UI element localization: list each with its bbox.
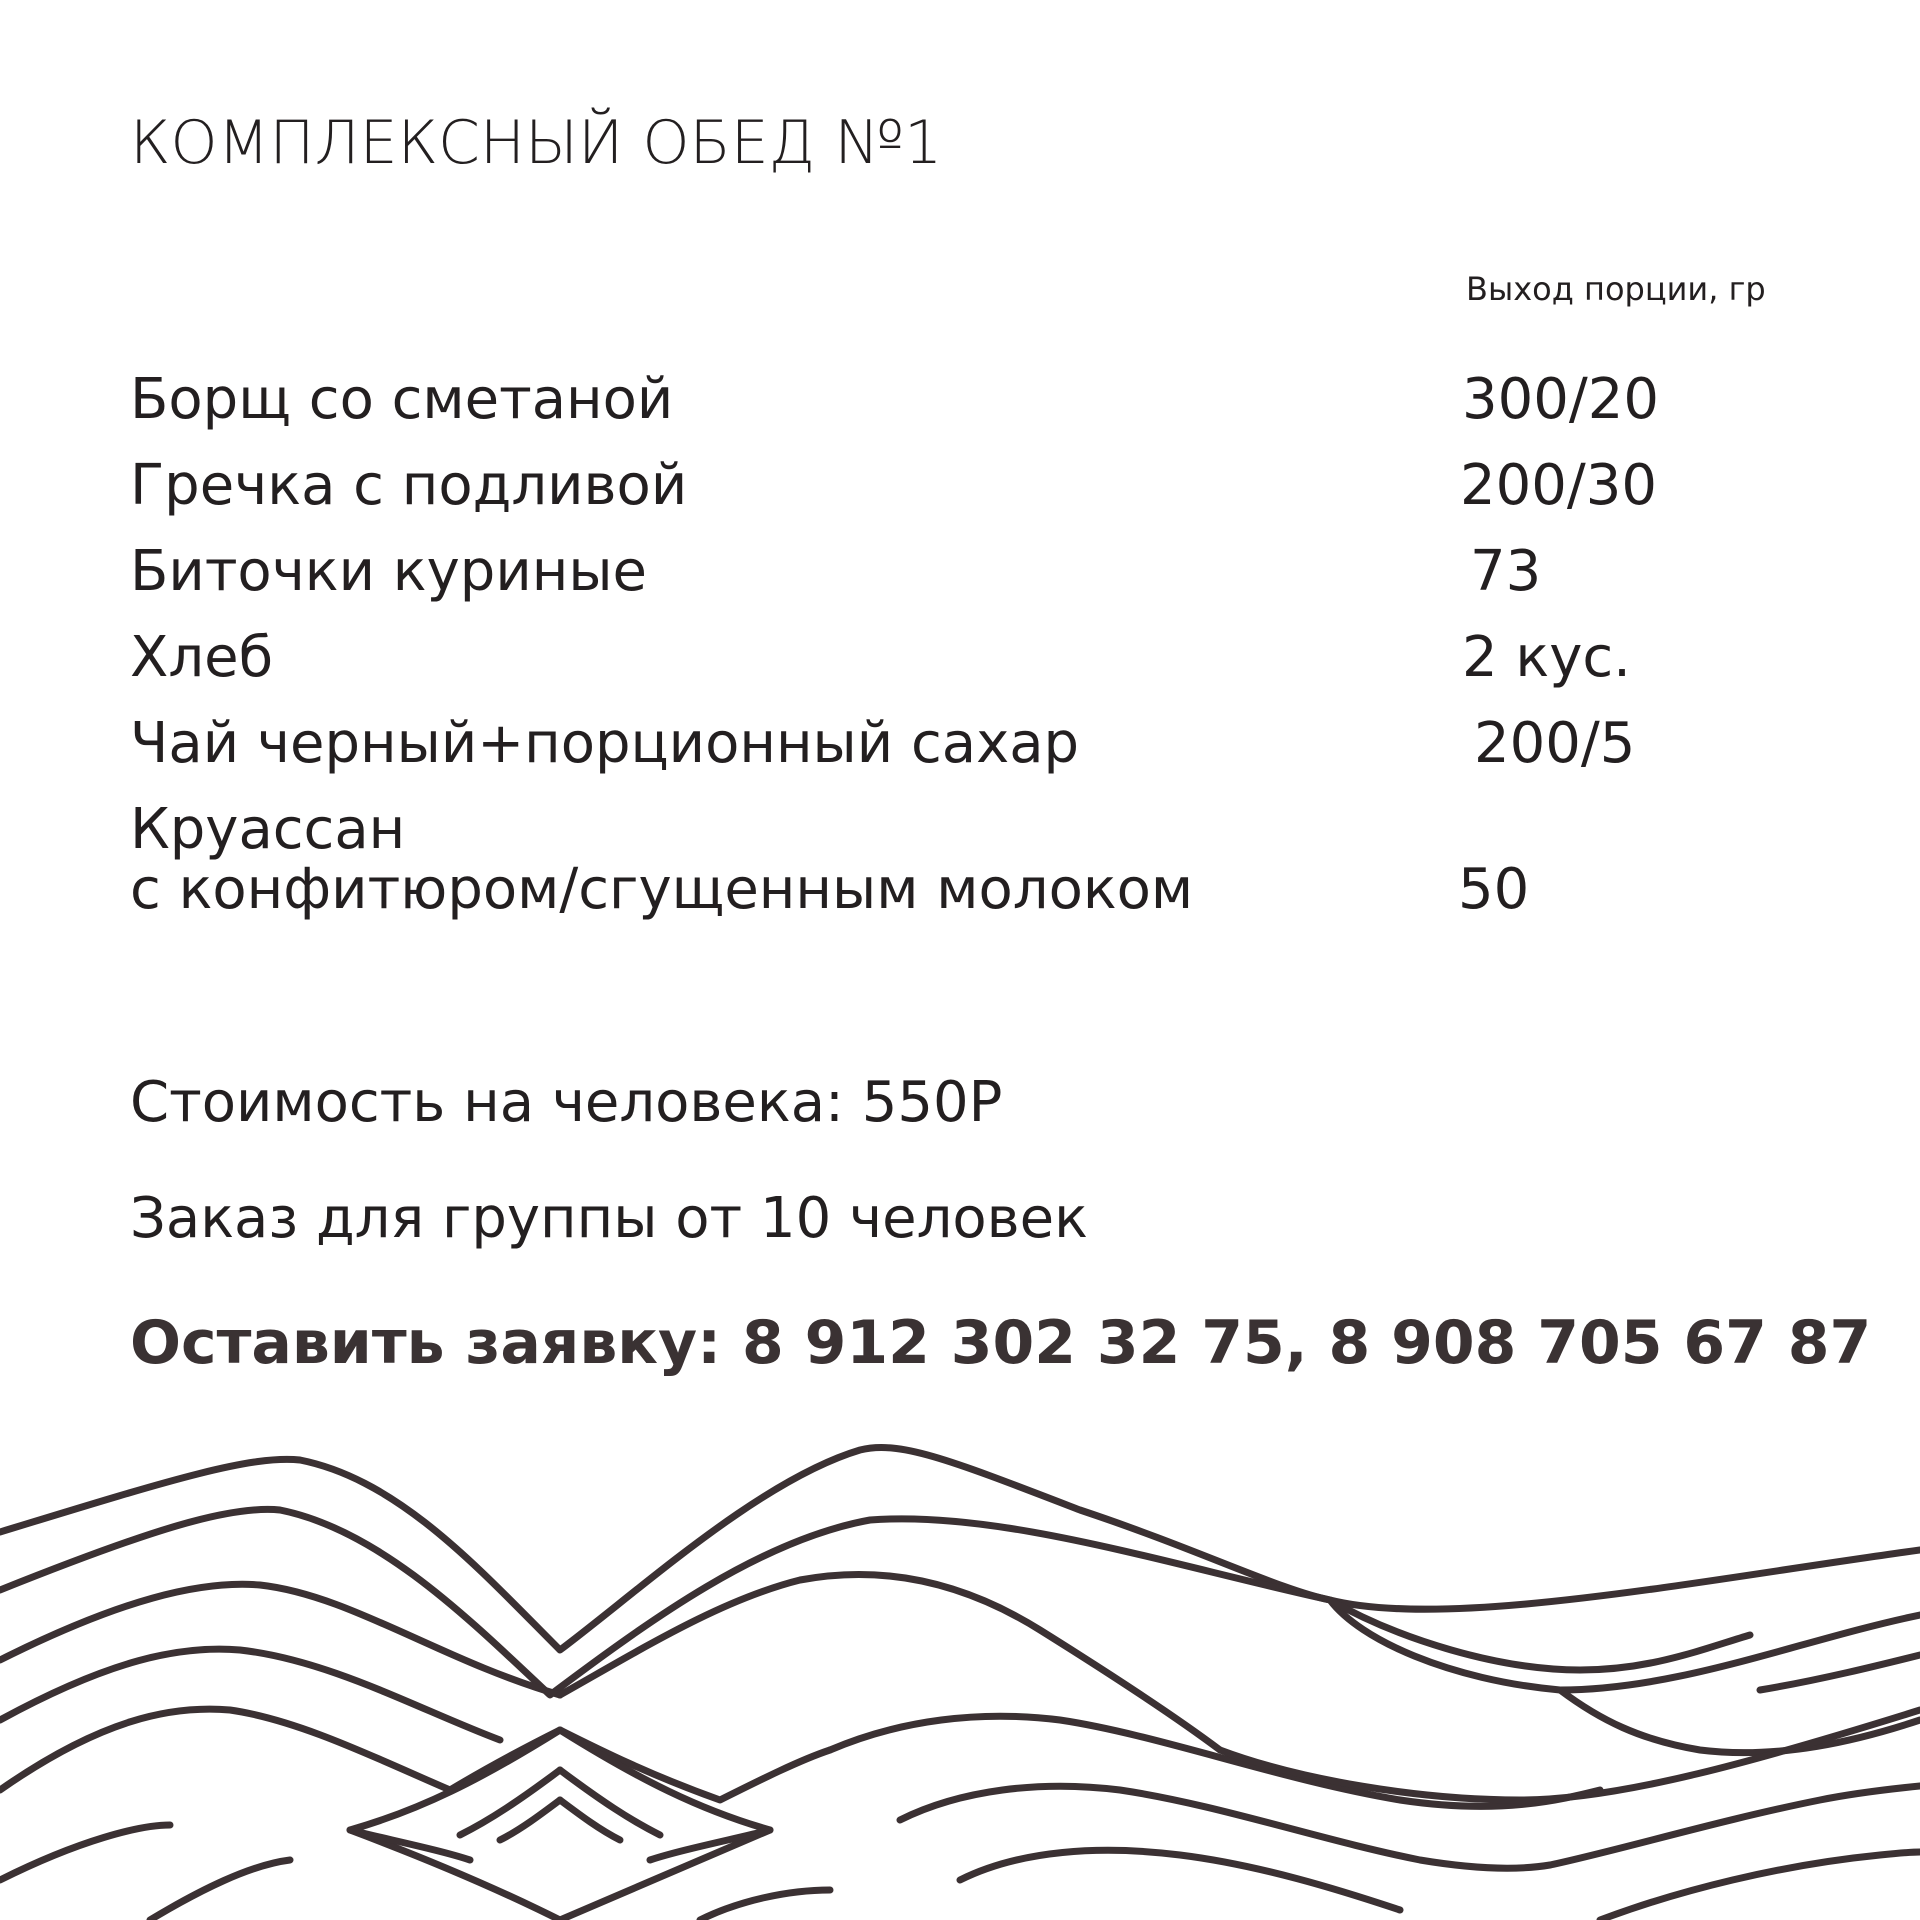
price-per-person: Стоимость на человека: 550Р <box>130 1070 1003 1135</box>
menu-item <box>130 711 1830 800</box>
menu-item-weight: 73 <box>1470 539 1542 604</box>
order-contact-phones: Оставить заявку: 8 912 302 32 75, 8 908 705 67 87 <box>130 1308 1872 1378</box>
menu-item-name: Круассан с конфитюром/сгущенным молоком <box>130 797 1194 922</box>
menu-title: КОМПЛЕКСНЫЙ ОБЕД №1 <box>130 108 943 178</box>
menu-item-name: Борщ со сметаной <box>130 367 674 432</box>
menu-item <box>130 797 1830 940</box>
menu-item-weight: 2 кус. <box>1462 625 1631 690</box>
menu-item <box>130 453 1830 542</box>
menu-item <box>130 539 1830 628</box>
menu-item-name: Чай черный+порционный сахар <box>130 711 1080 776</box>
menu-item-weight: 50 <box>1458 857 1530 922</box>
menu-list <box>130 367 1830 940</box>
menu-item-name: Хлеб <box>130 625 274 690</box>
group-order-note: Заказ для группы от 10 человек <box>130 1186 1088 1251</box>
portion-column-header: Выход порции, гр <box>1466 270 1766 308</box>
menu-item-name: Биточки куриные <box>130 539 647 604</box>
mountain-lines-illustration <box>0 1420 1920 1920</box>
menu-item-weight: 200/30 <box>1460 453 1658 518</box>
menu-item <box>130 625 1830 714</box>
menu-item <box>130 367 1830 456</box>
menu-item-weight: 300/20 <box>1462 367 1660 432</box>
menu-item-weight: 200/5 <box>1474 711 1636 776</box>
menu-item-name: Гречка с подливой <box>130 453 688 518</box>
